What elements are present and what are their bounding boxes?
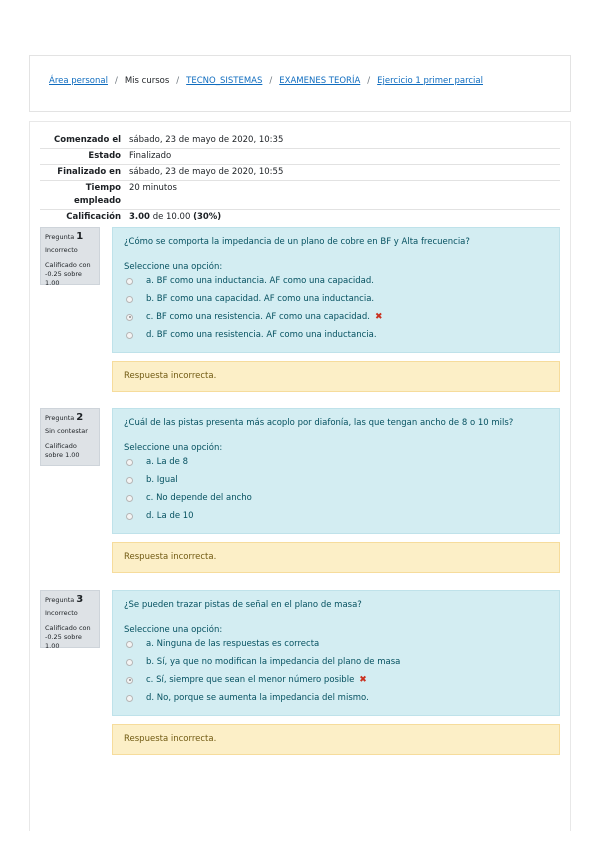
radio-button[interactable]: [126, 477, 133, 484]
question-grade: Calificado con -0.25 sobre 1.00: [45, 624, 91, 650]
question-grade: Calificado con -0.25 sobre 1.00: [45, 261, 91, 287]
answer-option[interactable]: [124, 653, 548, 671]
radio-button[interactable]: [126, 695, 133, 702]
breadcrumb-separator: /: [176, 76, 180, 86]
question-box-3: [112, 590, 560, 716]
radio-button[interactable]: [126, 278, 133, 285]
answer-option[interactable]: [124, 290, 548, 308]
summary-row-completed: [40, 165, 560, 181]
grade-of: de 10.00: [152, 212, 191, 222]
question-state: Sin contestar: [45, 427, 88, 435]
radio-button-checked[interactable]: [126, 314, 133, 321]
answer-option[interactable]: [124, 635, 548, 653]
answer-option[interactable]: [124, 453, 548, 471]
summary-label: Calificación: [66, 212, 121, 222]
question-text: ¿Cómo se comporta la impedancia de un plano de cobre en BF y Alta frecuencia?: [124, 237, 470, 247]
summary-value: 20 minutos: [129, 183, 177, 193]
option-label: c. Sí, siempre que sean el menor número posible: [146, 675, 355, 685]
question-info-3: [40, 590, 100, 648]
grade-score: 3.00: [129, 212, 150, 222]
incorrect-icon: ✖: [359, 675, 367, 685]
option-label: a. La de 8: [146, 457, 188, 467]
question-number-value: 3: [76, 594, 84, 605]
summary-row-state: [40, 149, 560, 165]
attempt-summary-table: [40, 133, 560, 225]
feedback-box-1: Respuesta incorrecta.: [112, 361, 560, 392]
question-prompt: Seleccione una opción:: [124, 625, 223, 635]
summary-value: sábado, 23 de mayo de 2020, 10:55: [129, 167, 284, 177]
question-box-2: [112, 408, 560, 534]
question-label: Pregunta: [45, 233, 75, 241]
option-label: b. Sí, ya que no modifican la impedancia del plano de masa: [146, 657, 401, 667]
question-label: Pregunta: [45, 414, 75, 422]
option-label: d. BF como una resistencia. AF como una inductancia.: [146, 330, 377, 340]
breadcrumb-course[interactable]: TECNO_SISTEMAS: [186, 76, 263, 86]
question-info-1: [40, 227, 100, 285]
question-number: [45, 595, 95, 605]
option-label: c. No depende del ancho: [146, 493, 252, 503]
radio-button[interactable]: [126, 641, 133, 648]
question-grade: Calificado sobre 1.00: [45, 442, 80, 459]
summary-label: [40, 181, 125, 209]
breadcrumb: [49, 76, 483, 86]
feedback-box-2: Respuesta incorrecta.: [112, 542, 560, 573]
incorrect-icon: ✖: [374, 312, 383, 322]
breadcrumb-section[interactable]: EXAMENES TEORÍA: [279, 76, 361, 86]
answer-option[interactable]: [124, 326, 548, 344]
summary-row-started: [40, 133, 560, 149]
breadcrumb-separator: /: [114, 76, 118, 86]
question-text: ¿Cuál de las pistas presenta más acoplo por diafonía, las que tengan ancho de 8 o 10 mils?: [124, 418, 514, 428]
answer-option[interactable]: [124, 272, 548, 290]
summary-row-grade: [40, 210, 560, 225]
summary-value: [125, 210, 560, 225]
option-label: b. BF como una capacidad. AF como una inductancia.: [146, 294, 375, 304]
summary-label-line: empleado: [73, 196, 121, 206]
question-number-value: 1: [76, 231, 84, 242]
breadcrumb-separator: /: [367, 76, 371, 86]
summary-label: Comenzado el: [54, 135, 121, 145]
option-label: d. La de 10: [146, 511, 194, 521]
option-label: a. Ninguna de las respuestas es correcta: [146, 639, 320, 649]
question-prompt: Seleccione una opción:: [124, 443, 223, 453]
summary-value: Finalizado: [129, 151, 172, 161]
radio-button[interactable]: [126, 659, 133, 666]
summary-label-line: Tiempo: [85, 183, 121, 193]
radio-button[interactable]: [126, 332, 133, 339]
grade-percent: (30%): [193, 212, 222, 222]
answer-option[interactable]: [124, 507, 548, 525]
question-box-1: [112, 227, 560, 353]
radio-button[interactable]: [126, 513, 133, 520]
question-info-2: [40, 408, 100, 466]
summary-label: Finalizado en: [57, 167, 121, 177]
radio-button[interactable]: [126, 495, 133, 502]
answer-option[interactable]: [124, 471, 548, 489]
summary-label: Estado: [88, 151, 121, 161]
breadcrumb-area-personal[interactable]: Área personal: [49, 76, 108, 86]
radio-button[interactable]: [126, 296, 133, 303]
summary-row-time: [40, 181, 560, 210]
breadcrumb-quiz[interactable]: Ejercicio 1 primer parcial: [377, 76, 483, 86]
question-state: Incorrecto: [45, 609, 78, 617]
radio-button[interactable]: [126, 459, 133, 466]
breadcrumb-container: [29, 55, 571, 112]
answer-option[interactable]: [124, 489, 548, 507]
question-state: Incorrecto: [45, 246, 78, 254]
question-text: ¿Se pueden trazar pistas de señal en el plano de masa?: [124, 600, 362, 610]
option-label: d. No, porque se aumenta la impedancia del mismo.: [146, 693, 369, 703]
radio-button-checked[interactable]: [126, 677, 133, 684]
option-label: a. BF como una inductancia. AF como una capacidad.: [146, 276, 374, 286]
breadcrumb-separator: /: [269, 76, 273, 86]
option-label: c. BF como una resistencia. AF como una capacidad.: [146, 312, 370, 322]
question-prompt: Seleccione una opción:: [124, 262, 223, 272]
feedback-box-3: Respuesta incorrecta.: [112, 724, 560, 755]
answer-option-selected[interactable]: [124, 308, 548, 326]
answer-option-selected[interactable]: [124, 671, 548, 689]
answer-option[interactable]: [124, 689, 548, 707]
question-number-value: 2: [76, 412, 84, 423]
option-label: b. Igual: [146, 475, 178, 485]
breadcrumb-mis-cursos: Mis cursos: [124, 76, 170, 86]
summary-value: sábado, 23 de mayo de 2020, 10:35: [129, 135, 284, 145]
question-number: [45, 413, 95, 423]
question-number: [45, 232, 95, 242]
question-label: Pregunta: [45, 596, 75, 604]
